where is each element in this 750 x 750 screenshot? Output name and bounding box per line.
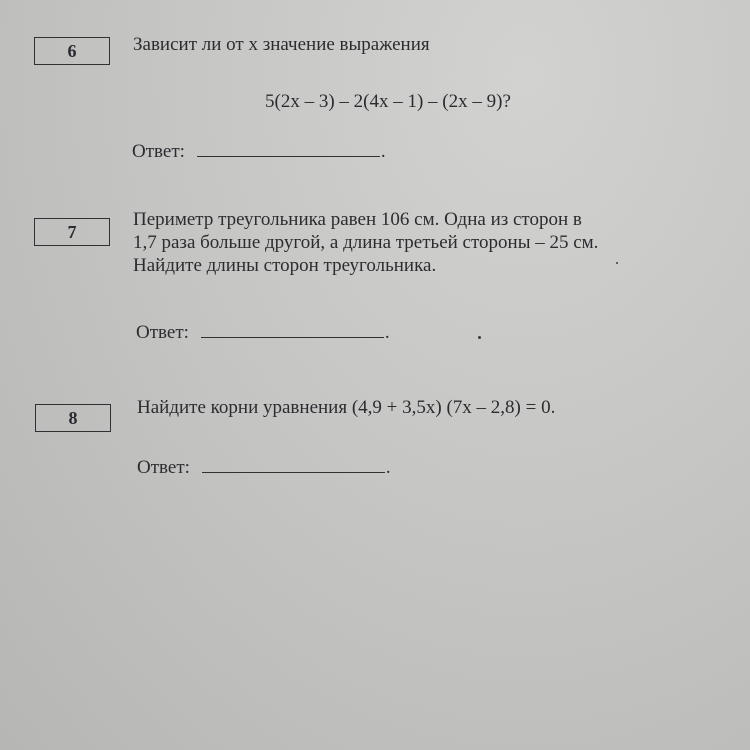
answer-label: Ответ: bbox=[136, 322, 189, 343]
task-6-answer[interactable] bbox=[132, 141, 386, 163]
task-7-line-1: Периметр треугольника равен 106 см. Одна из сторон в bbox=[133, 209, 582, 230]
task-6-question: Зависит ли от x значение выражения bbox=[133, 34, 430, 55]
answer-period: . bbox=[385, 457, 391, 478]
task-number-box-6 bbox=[34, 37, 110, 65]
task-6-formula: 5(2x – 3) – 2(4x – 1) – (2x – 9)? bbox=[265, 91, 511, 112]
answer-blank-line[interactable] bbox=[202, 458, 385, 473]
paper-speck bbox=[616, 262, 618, 264]
task-7-answer[interactable] bbox=[136, 322, 390, 344]
task-7-line-3: Найдите длины сторон треугольника. bbox=[133, 255, 437, 276]
task-8-answer[interactable] bbox=[137, 457, 391, 479]
paper-speck bbox=[478, 336, 481, 339]
task-number: 6 bbox=[67, 41, 77, 61]
answer-label: Ответ: bbox=[137, 457, 190, 478]
task-number-box-8 bbox=[35, 404, 111, 432]
task-7-line-2: 1,7 раза больше другой, а длина третьей стороны – 25 см. bbox=[133, 232, 599, 253]
answer-blank-line[interactable] bbox=[201, 323, 384, 338]
answer-period: . bbox=[384, 322, 390, 343]
task-number-box-7 bbox=[34, 218, 110, 246]
answer-label: Ответ: bbox=[132, 141, 185, 162]
task-8-question: Найдите корни уравнения (4,9 + 3,5x) (7x – 2,8) = 0. bbox=[137, 397, 556, 418]
task-number: 8 bbox=[68, 408, 78, 428]
answer-period: . bbox=[380, 141, 386, 162]
task-number: 7 bbox=[67, 222, 77, 242]
answer-blank-line[interactable] bbox=[197, 142, 380, 157]
